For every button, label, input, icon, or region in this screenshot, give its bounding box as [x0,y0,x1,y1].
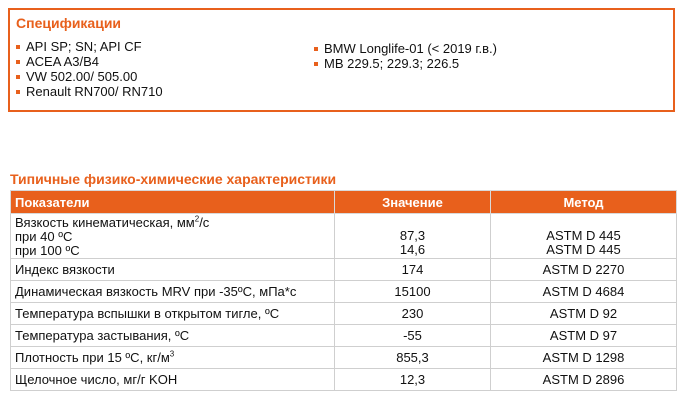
header-indicator: Показатели [11,191,335,214]
bullet-icon [16,75,20,79]
table-row [11,281,677,303]
spec-item: VW 502.00/ 505.00 [16,69,163,84]
cell-method: ASTM D 1298 [491,347,677,369]
cell-method: ASTM D 2896 [491,369,677,391]
cell-value: 855,3 [335,347,491,369]
cell-value: 15100 [335,281,491,303]
cell-label: Индекс вязкости [11,259,335,281]
cell-method: ASTM D 4684 [491,281,677,303]
specifications-list-right [314,41,497,71]
cell-value: 87,3 14,6 [335,214,491,259]
cell-method: ASTM D 2270 [491,259,677,281]
table-header-row [11,191,677,214]
table-row [11,325,677,347]
bullet-icon [16,60,20,64]
cell-label: Температура вспышки в открытом тигле, ºC [11,303,335,325]
cell-label: Температура застывания, ºC [11,325,335,347]
table-row [11,347,677,369]
cell-value: 12,3 [335,369,491,391]
bullet-icon [314,62,318,66]
cell-method: ASTM D 92 [491,303,677,325]
header-method: Метод [491,191,677,214]
table-row [11,259,677,281]
table-row [11,303,677,325]
cell-label: Щелочное число, мг/г KOH [11,369,335,391]
specifications-box [8,8,675,112]
properties-table [10,190,677,391]
table-row [11,214,677,259]
cell-value: -55 [335,325,491,347]
bullet-icon [314,47,318,51]
cell-value: 230 [335,303,491,325]
cell-label: Плотность при 15 ºC, $кг/м^3$ [11,347,335,369]
spec-item: API SP; SN; API CF [16,39,163,54]
cell-method: ASTM D 97 [491,325,677,347]
spec-item: MB 229.5; 229.3; 226.5 [314,56,497,71]
cell-label: Динамическая вязкость MRV при -35ºC, мПа*с [11,281,335,303]
bullet-icon [16,45,20,49]
spec-item: Renault RN700/ RN710 [16,84,163,99]
cell-value: 174 [335,259,491,281]
cell-label: Вязкость кинематическая, $мм^2/с$ при 40 ºC при 100 ºC [11,214,335,259]
bullet-icon [16,90,20,94]
header-value: Значение [335,191,491,214]
specifications-title: Спецификации [16,15,122,31]
specifications-list-left [16,39,163,99]
table-row [11,369,677,391]
properties-title: Типичные физико-химические характеристики [10,171,337,187]
spec-item: ACEA A3/B4 [16,54,163,69]
spec-item: BMW Longlife-01 (< 2019 г.в.) [314,41,497,56]
cell-method: ASTM D 445 ASTM D 445 [491,214,677,259]
